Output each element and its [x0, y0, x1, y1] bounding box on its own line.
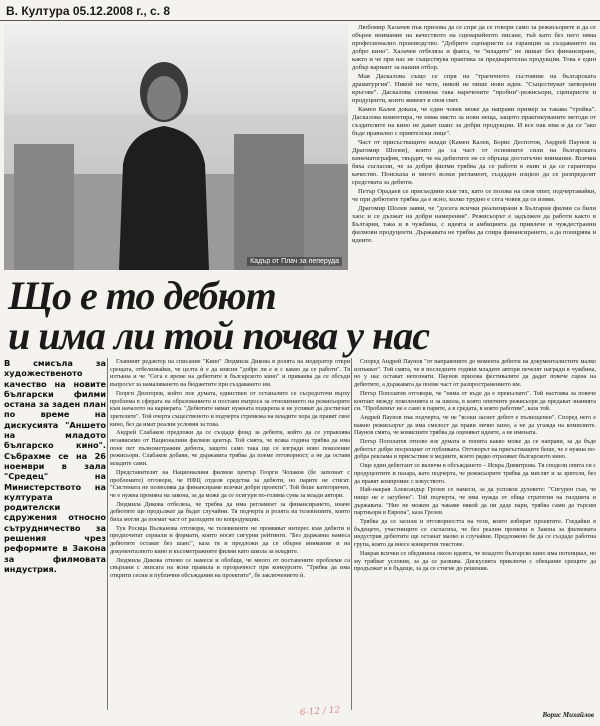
article-lead: В смисъла за художественото качество на новите български филми остана за заден план по време на дискусията "Аншето на младото българско кино". Събрахме се на 26 ноември в зала "Средец" на Министерството на културата родителски сдружения относно сътрудничество за решения чрез реформите в Закона за филмовата индустрия. [4, 358, 106, 574]
newspaper-header: В. Култура 05.12.2008 г., с. 8 [6, 4, 171, 18]
paragraph: Андрей Слабаков предложи да се създаде фонд за дебюти, който да се управлява независимо от Националния филмов център. Той смята, че всяка година трябва да има поне пет пълнометражни дебюта, защото само така ще се изгради ново поколение режисьори. Слабаков добави, че държавата трябва да поеме отговорност, а не да оставя младите сами. [110, 429, 350, 468]
column-divider [351, 358, 352, 710]
paragraph: Петър Орадаев се присъедини към тях, като се позова на своя опит, подчертавайки, че при дебютите трябва да е ясно, колко трудно е сега човек да се изяви. [352, 188, 596, 203]
body-column-1 [110, 358, 350, 581]
photo-building [304, 164, 348, 270]
paragraph: Според Андрей Паунов "от направените до момента дебюти на документалистите малко изпъкват". Той смята, че в последните години младите автори печелят награди в чужбина, но у нас остават непознати. Паунов призова фестивалите да дадат повече сцена на дебютите, а държавата да поеме част от разпространението им. [354, 358, 596, 389]
article-photo [4, 24, 348, 270]
paragraph: Андрей Паунов пък подчерта, че не "всеки заснет дебют е пълноценен". Според него е важно режисьорът да има смелост да прави лично кино, а не да угажда на комисиите. Паунов смята, че комисиите трябва да оценяват идеите, а не имената. [354, 413, 596, 437]
paragraph: Най-накрая Александър Грозев се намеси, за да успокои духовете: "Сигурен съм, че нищо не е загубено". Той подчерта, че има нужда от обща стратегия на гилдията и държавата. "Ние не можем да чакаме някой да ни даде пари, трябва сами да търсим партньори в Европа", каза Грозев. [354, 486, 596, 517]
photo-caption: Кадър от Плач за пеперуда [247, 257, 342, 266]
paragraph: Накрая всички се обединиха около идеята, че младото българско кино има потенциал, но му трябват условия, за да се развива. Дискусията приключи с обещание срещите да продължат и в бъдеще, за да се стигне до решения. [354, 549, 596, 573]
right-top-column [352, 24, 596, 246]
paragraph: Любомир Халачев пък призова да се спре да се говори само за режисьорите и да се обърне внимание на качеството на сценарийното писане, тъй като без него няма професионално производство. "Добрите сценаристи са гаранция за създаването на добро кино". Халачев отбеляза и факта, че "младите" не пишат без финансиране, както и че при нас не съществува практика за предварителна продукция. Това е един добър вариант за нашия отбор. [352, 24, 596, 71]
body-column-2 [354, 358, 596, 574]
handwritten-stamp: 6-12 / 12 [299, 705, 341, 719]
person-silhouette [109, 54, 219, 270]
photo-building [14, 144, 74, 270]
headline-line: Що е то дебют [8, 273, 276, 318]
paragraph: Тук Росица Вълканова отговори, че телевизиите не проявяват интерес към дебюти и предпочитат сериали и формати, които носят сигурни рейтинги. "Без държавна намеса дебютите остават без шанс", каза тя и предложи да се обърне внимание и на документалното кино и късометражните филми като школа за младите. [110, 524, 350, 555]
article-headline [8, 273, 598, 358]
column-divider [107, 358, 108, 710]
paragraph: Людмила Дикова отново се намеси и обобщи, че много от поставените проблеми са свързани с липсата на ясни правила и прозрачност при конкурсите. "Трябва да има открити сесии и публични обсъждания на проектите", бе заключението ѝ. [110, 556, 350, 579]
headline-line: и има ли той почва у нас [8, 313, 430, 358]
paragraph: Мая Даскалова също се спря на "трагичното състояние на българската драматургия". Никой не чете, никой не пише нови идеи. "Съществуват затворени кръгове". Даскалова спомена така наречените "пробни"-режисьори, сценаристи и продуценти, които живеят в своя свят. [352, 73, 596, 104]
paragraph: Представителят на Националния филмов център Георги Чолаков (бе запознат с проблемите) отговори, че НФЦ отделя средства за дебюти, но парите не стигат. "Системата не позволява да финансираме всички добри проекти". Той беше категоричен, че е нужна промяна на закона, за да може да се осигури по-голяма сума за млади автори. [110, 468, 350, 499]
photo-building [234, 134, 304, 270]
paragraph: Камен Калев доказа, че един човек може да направи пример за такава "тройка". Даскалова коментира, че няма място за нови неща, защото практикуваните методи от създателите на кино не дават шанс за добри продукции. И все пак има и да се "ако бъде правилно с приятелски лице". [352, 106, 596, 137]
author-signature: Ворис Михайлов [542, 711, 594, 719]
paragraph: Още един дебютант се включи в обсъждането – Искра Димитрова. Тя сподели опита си с продуцентите и пазара, като подчерта, че режисьорите трябва да мислят и за зрителя, без да правят компромис с изкуството. [354, 462, 596, 485]
paragraph: Людмила Дикова отбеляза, че трябва да има регламент за финансирането, иначе дебютите ще продължат да бъдат случайни. Тя подчерта и ролята на телевизиите, които биха могли да поемат част от разходите по копродукции. [110, 500, 350, 524]
paragraph: Петър Попзлатев отново взе думата и попита какво може да се направи, за да бъде дебютът добре посрещнат от публиката. Отговорът на присъстващите беше, че е нужна по-добра реклама и присъствие в медиите, които рядко отразяват българското кино. [354, 438, 596, 461]
paragraph: Георги Дюлгеров, който пое думата, единствен от останалите се съсредоточи върху проблема в сферата на образованието и постави въпроса за отношението на режисьорите към началото на кариерата. "Дебютите нямат нужната подкрепа и не успяват да достигнат зрителите". Той очерта същественото и подчерта стремежа на младите хора да правят свое кино, без да имат реални условия за това. [110, 389, 350, 428]
paragraph: Трябва да се засили и отговорността на тези, които избират проектите. Гледайки в бъдещето, участниците се съгласиха, че без реални промени в Закона за филмовата индустрия дебютите ще останат малко и случайни. Предложено бе да се създаде работна група, която да внесе конкретни текстове. [354, 518, 596, 549]
paragraph: Главният редактор на списание "Кино" Людмила Дикова в ролята на модератор откри срещата, отбелязвайки, че целта ѝ е да изясни "добре ли е и с какво да се работи". Тя изтъкна и че "Сега е време на дебютите в българското кино" и приканва да се обсъди въпросът за намаляването на бюджетите при създаването им. [110, 358, 350, 389]
header-rule [0, 20, 600, 21]
paragraph: Петър Попзлатев отговори, че "няма от къде да е прекъснато". Той настоява за повече контакт между поколенията и за школа, в която опитните режисьори да предават знанията си. "Проблемът не е само в парите, а в средата, в която работим", каза той. [354, 389, 596, 413]
paragraph: Част от присъстващите млади (Камен Калев, Борис Деспотов, Андрей Паунов и Драгомир Шолев), които да са част от основните сили на българската кинематография, твърдят, че на дебютите не се обръща достатъчно внимание. Всички бяха съгласни, че за добри филми трябва да се работи в екип и да се гарантира качество. Поискаха и много всеки регламент, създаден изцяло да се разпределят средствата за дебюти. [352, 139, 596, 186]
paragraph: Драгомир Шолев заяви, че "досега всички реализирани в България филми са били хаос и се дължат на добри намерения". Режисьорът е задължен да работи както в България, така и в чужбина, с идеята и амбицията да привлече и чуждестранни филмови продуценти. Държавата не трябва да спира финансирането, а да поощрява и идеите. [352, 205, 596, 244]
